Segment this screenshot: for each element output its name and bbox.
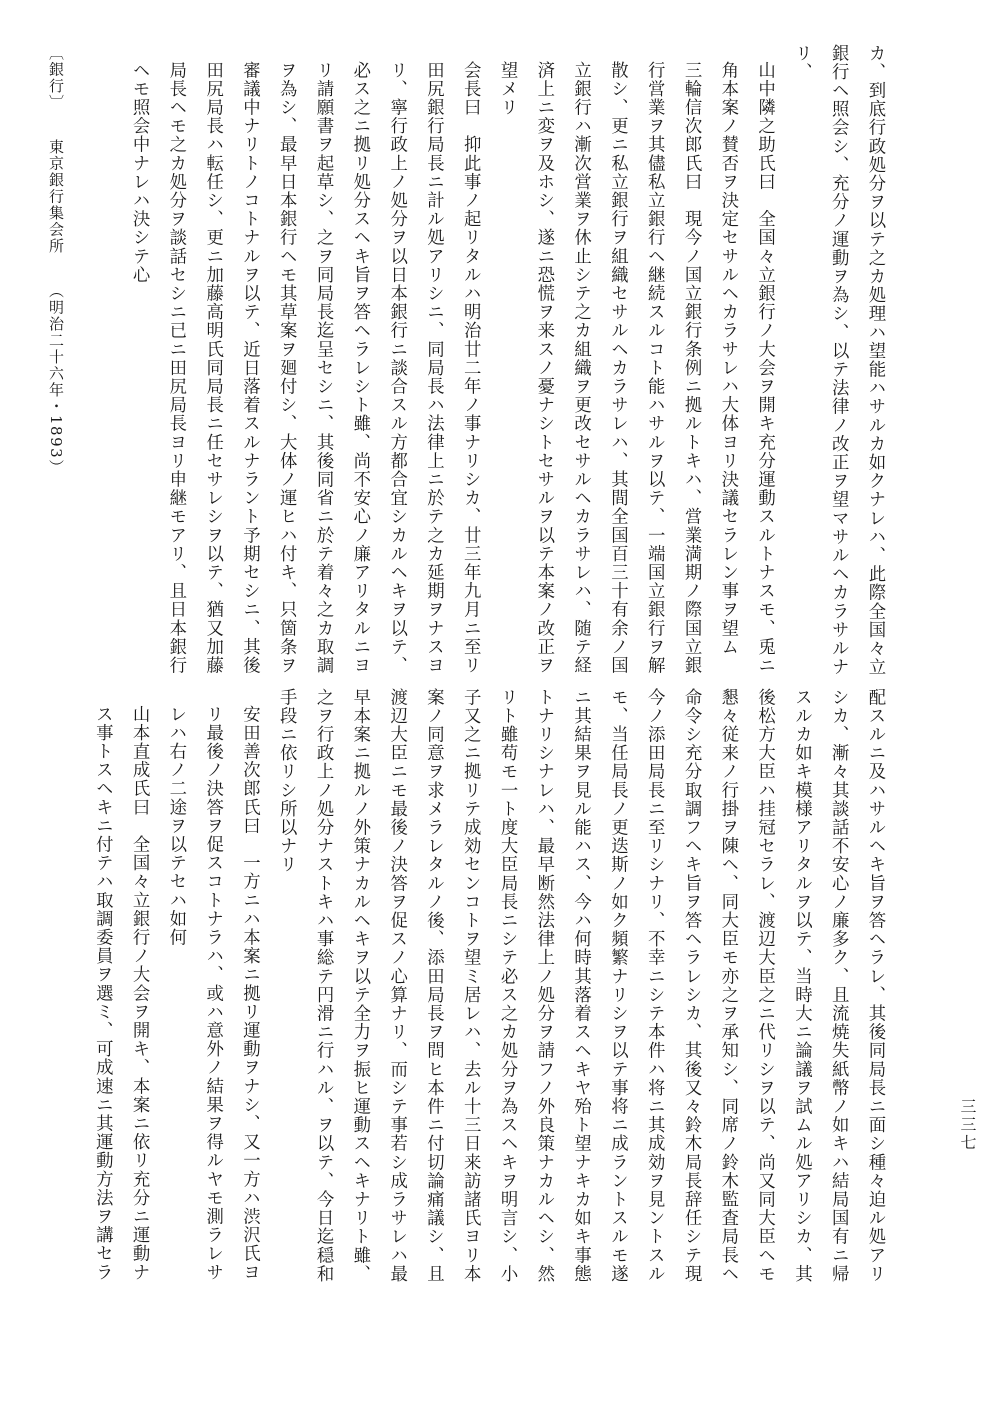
paragraph: 配スルニ及ハサルヘキ旨ヲ答ヘラレ、其後同局長ニ面シ種々迫ル処アリシカ、漸々其談話不安心ノ廉多ク、且流焼失紙幣ノ如キハ結局国有ニ帰スルカ如キ模様アリタルヲ以テ、当時大ニ論議ヲ試ムル処アリシカ、其後松方大臣ハ挂冠セラレ、渡辺大臣之ニ代リシヲ以テ、尚又同大臣ヘモ懇々従来ノ行掛ヲ陳ヘ、同大臣モ亦之ヲ承知シ、同席ノ鈴木監査局長ヘ命令シ充分取調フヘキ旨ヲ答ヘラレシカ、其後又々鈴木局長辞任シテ現今ノ添田局長ニ至リシナリ、不幸ニシテ本件ハ将ニ其成効ヲ見ントスルモ、当任局長ノ更迭斯ノ如ク頻繁ナリシヲ以テ事将ニ成ラントスルモ遂ニ其結果ヲ見ル能ハス、今ハ何時其落着スヘキヤ殆ト望ナキカ如キ事態トナリシナレハ、最早断然法律上ノ処分ヲ請フノ外良策ナカルヘシ、然リト雖苟モ一ト度大臣局長ニシテ必ス之カ処分ヲ為スヘキヲ明言シ、小子又之ニ拠リテ成効センコトヲ望ミ居レハ、去ル十三日来訪諸氏ヨリ本案ノ同意ヲ求メラレタルノ後、添田局長ヲ問ヒ本件ニ付切論痛議シ、且渡辺大臣ニモ最後ノ決答ヲ促スノ心算ナリ、而シテ事若シ成ラサレハ最早本案ニ拠ルノ外策ナカルヘキヲ以テ全力ヲ振ヒ運動スヘキナリト雖、之ヲ行政上ノ処分ナストキハ事総テ円滑ニ行ハル、ヲ以テ、今日迄穏和手段ニ依リシ所以ナリ xyxy=(276,688,885,1284)
upper-text-block xyxy=(103,44,893,684)
paragraph-speaker-yamamoto: 山本直成氏曰 全国々立銀行ノ大会ヲ開キ、本案ニ依リ充分ニ運動ナス事トスヘキニ付テハ取調委員ヲ選ミ、可成速ニ其運動方法ヲ講セラ xyxy=(92,705,150,1282)
running-head-section: 〔銀行〕 xyxy=(47,45,65,111)
paragraph-speaker-yamanaka: 山中隣之助氏曰 全国々立銀行ノ大会ヲ開キ充分運動スルトナスモ、兎ニ角本案ノ賛否ヲ決定セサルヘカラサレハ大体ヨリ決議セラレン事ヲ望ム xyxy=(717,61,775,676)
paragraph: カ、到底行政処分ヲ以テ之カ処理ハ望能ハサルカ如クナレハ、此際全国々立銀行ヘ照会シ、充分ノ運動ヲ為シ、以テ法律ノ改正ヲ望マサルヘカラサルナリ、 xyxy=(791,44,885,677)
running-head-date: （明治二十六年・1893） xyxy=(47,283,65,476)
lower-text-block xyxy=(92,688,893,1288)
paragraph-speaker-miwa: 三輪信次郎氏曰 現今ノ国立銀行条例ニ拠ルトキハ、営業満期ノ際国立銀行営業ヲ其儘私立銀行ヘ継続スルコト能ハサルヲ以テ、一端国立銀行ヲ解散シ、更ニ私立銀行ヲ組織セサルヘカラサレハ、其間全国百三十有余ノ国立銀行ハ漸次営業ヲ休止シテ之カ組織ヲ更改セサルヘカラサレハ、随テ経済上ニ変ヲ及ホシ、遂ニ恐慌ヲ来スノ憂ナシトセサルヲ以テ本案ノ改正ヲ望メリ xyxy=(497,61,702,676)
running-head-publisher: 東京銀行集会所 xyxy=(47,139,65,255)
paragraph-speaker-chairman: 会長曰 抑此事ノ起リタルハ明治廿二年ノ事ナリシカ、廿三年九月ニ至リ田尻銀行局長ニ計ル処アリシニ、同局長ハ法律上ニ於テ之カ延期ヲナスヨリ、寧行政上ノ処分ヲ以日本銀行ニ談合スル方都合宜シカルヘキヲ以テ、必ス之ニ拠リ処分スヘキ旨ヲ答ヘラレシト雖、尚不安心ノ廉アリタルニヨリ請願書ヲ起草シ、之ヲ同局長迄呈セシニ、其後同省ニ於テ着々之カ取調ヲ為シ、最早日本銀行ヘモ其草案ヲ廻付シ、大体ノ運ヒハ付キ、只箇条ヲ審議中ナリトノコトナルヲ以テ、近日落着スルナラント予期セシニ、其後田尻局長ハ転任シ、更ニ加藤高明氏同局長ニ任セサレシヲ以テ、猶又加藤局長ヘモ之カ処分ヲ談話セシニ已ニ田尻局長ヨリ申継モアリ、且日本銀行ヘモ照会中ナレハ決シテ心 xyxy=(129,61,481,676)
running-head xyxy=(27,45,67,685)
page-number: 三三七 xyxy=(958,1098,977,1152)
paragraph-speaker-yasuda: 安田善次郎氏曰 一方ニハ本案ニ拠リ運動ヲナシ、又一方ハ渋沢氏ヨリ最後ノ決答ヲ促スコトナラハ、或ハ意外ノ結果ヲ得ルヤモ測ラレサレハ右ノ二途ヲ以テセハ如何 xyxy=(165,705,260,1282)
